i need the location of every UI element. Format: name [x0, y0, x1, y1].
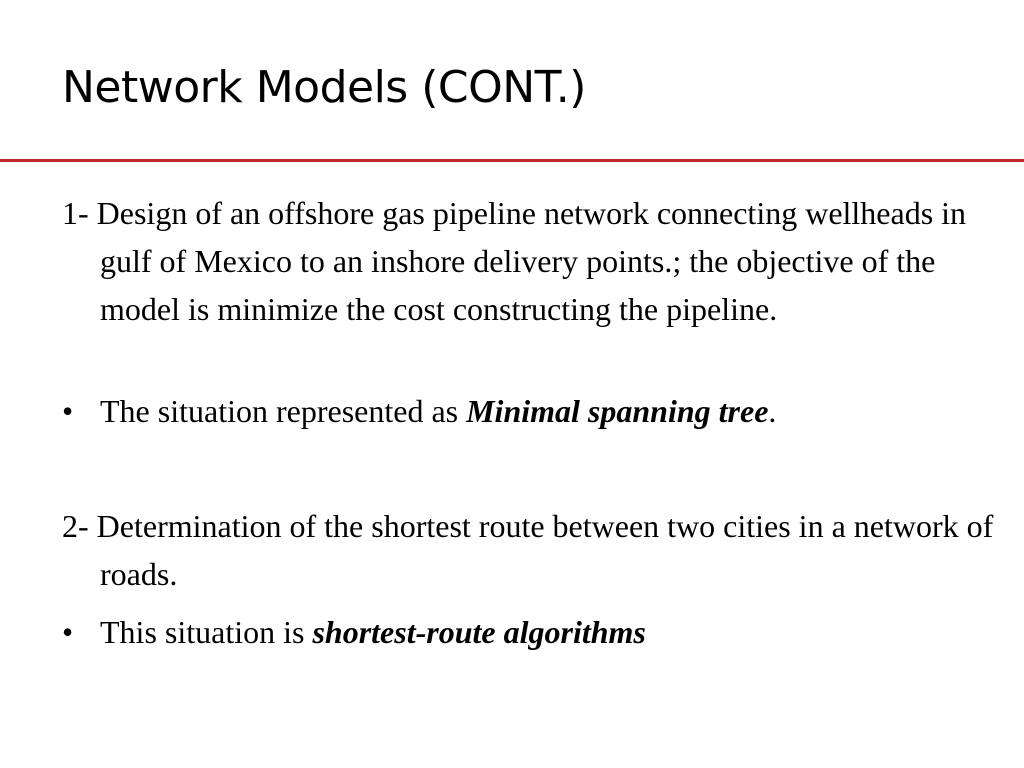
bullet-2-prefix: This situation is	[100, 614, 313, 650]
bullet-2-emphasis: shortest-route algorithms	[312, 614, 646, 650]
paragraph-item-2: 2- Determination of the shortest route between two cities in a network of roads.	[62, 508, 994, 592]
paragraph-item-1: 1- Design of an offshore gas pipeline network connecting wellheads in gulf of Mexico to an inshore delivery points.; the objective of the model is minimize the cost constructing the pipeline.	[62, 195, 967, 327]
bullet-item-2	[62, 608, 982, 656]
title-divider	[0, 159, 1024, 162]
bullet-1-suffix: .	[768, 393, 777, 429]
bullet-text-1	[100, 387, 776, 435]
bullet-1-emphasis: Minimal spanning tree	[466, 393, 769, 429]
bullet-text-2	[100, 608, 646, 656]
bullet-1-prefix: The situation represented as	[100, 393, 467, 429]
slide-title: Network Models (CONT.)	[62, 62, 586, 113]
bullet-icon: •	[62, 614, 74, 650]
bullet-icon: •	[62, 393, 74, 429]
bullet-item-1	[62, 387, 982, 435]
